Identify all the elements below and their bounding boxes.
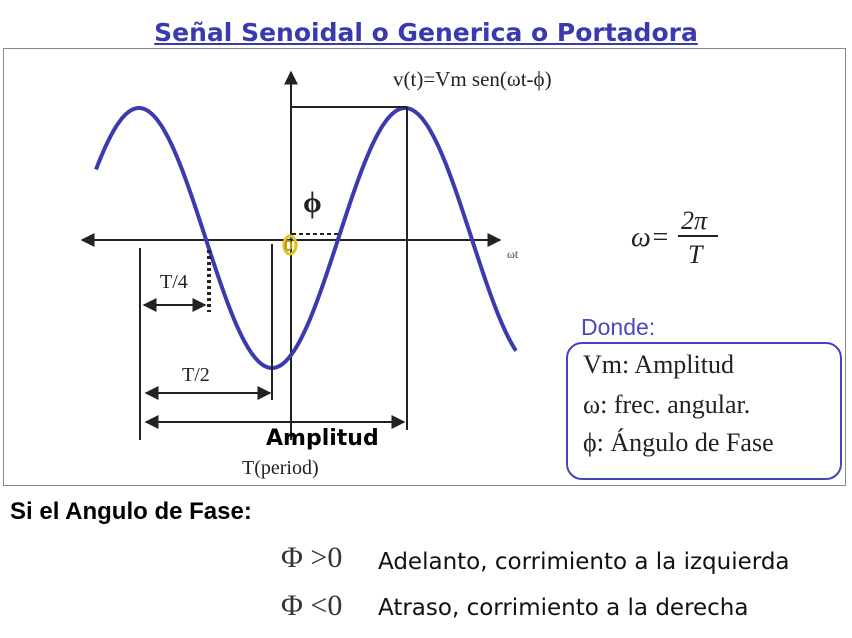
phase-negative-text: Atraso, corrimiento a la derecha — [378, 595, 749, 621]
phase-positive-text: Adelanto, corrimiento a la izquierda — [378, 549, 790, 575]
omega-formula-numerator: 2π — [681, 206, 708, 235]
page-title: Señal Senoidal o Generica o Portadora — [154, 18, 698, 47]
omega-formula-lhs: ω= — [631, 222, 670, 253]
half-period-label: T/2 — [182, 364, 210, 386]
legend-heading: Donde: — [581, 314, 656, 340]
period-label: T(period) — [242, 457, 319, 479]
quarter-period-label: T/4 — [160, 271, 188, 293]
omega-formula-denominator: T — [688, 240, 703, 269]
sine-wave-curve — [96, 108, 516, 368]
axis-label: ωt — [507, 247, 519, 261]
legend-item-amplitude: Vm: Amplitud — [583, 350, 734, 379]
origin-label: 0 — [284, 238, 293, 255]
legend-item-frequency: ω: frec. angular. — [583, 390, 751, 419]
phase-negative-symbol: Φ <0 — [281, 589, 343, 622]
amplitude-label: Amplitud — [266, 426, 379, 451]
phase-heading: Si el Angulo de Fase: — [10, 498, 252, 525]
phase-positive-symbol: Φ >0 — [281, 541, 343, 574]
equation-label: v(t)=Vm sen(ωt-ϕ) — [393, 67, 552, 91]
phi-label: ϕ — [303, 186, 322, 219]
legend-item-phase: ϕ: Ángulo de Fase — [583, 428, 774, 457]
